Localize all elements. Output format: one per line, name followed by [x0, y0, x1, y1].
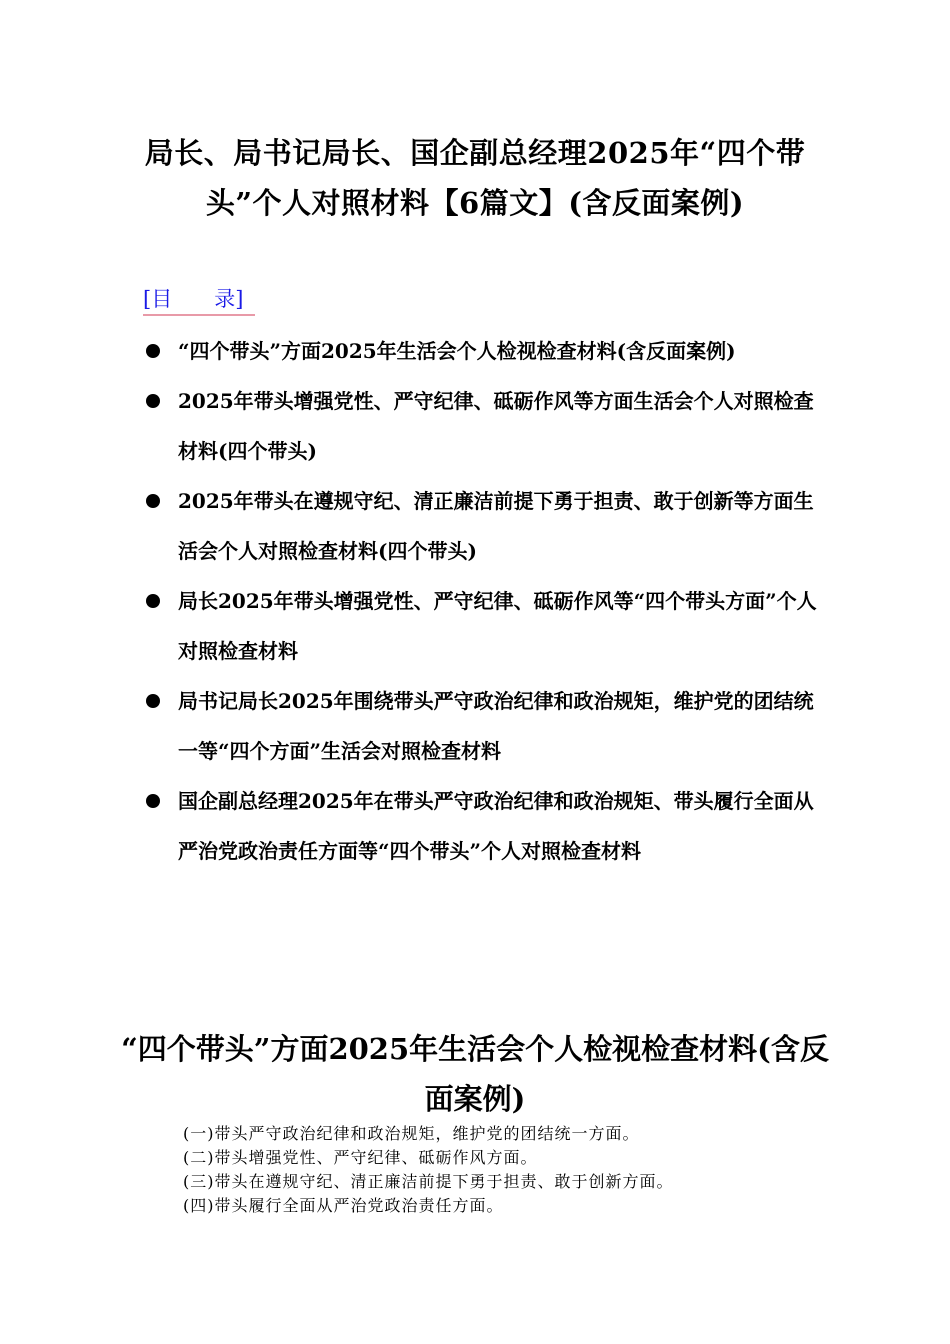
toc-item-text: 局书记局长2025年围绕带头严守政治纪律和政治规矩，维护党的团结统一等“四个方面”生活会对照检查材料 — [178, 689, 814, 763]
bullet-icon — [146, 494, 160, 508]
toc-heading-link[interactable]: [目 录] — [143, 284, 255, 316]
bullet-icon — [146, 794, 160, 808]
toc-item-text: 2025年带头增强党性、严守纪律、砥砺作风等方面生活会个人对照检查材料(四个带头) — [178, 389, 814, 463]
toc-item-text: “四个带头”方面2025年生活会个人检视检查材料(含反面案例) — [178, 339, 736, 363]
bullet-icon — [146, 344, 160, 358]
bullet-icon — [146, 694, 160, 708]
section-point: (二)带头增强党性、严守纪律、砥砺作风方面。 — [183, 1148, 538, 1167]
section-title: “四个带头”方面2025年生活会个人检视检查材料(含反面案例) — [121, 1032, 829, 1116]
section-point: (三)带头在遵规守纪、清正廉洁前提下勇于担责、敢于创新方面。 — [183, 1172, 674, 1191]
toc-item[interactable] — [140, 376, 820, 476]
bullet-icon — [146, 594, 160, 608]
toc-item[interactable] — [140, 326, 820, 376]
section-points-list — [183, 1122, 823, 1218]
toc-item[interactable] — [140, 476, 820, 576]
document-title: 局长、局书记局长、国企副总经理2025年“四个带头”个人对照材料【6篇文】(含反面案例) — [144, 136, 806, 220]
bullet-icon — [146, 394, 160, 408]
toc-item-text: 局长2025年带头增强党性、严守纪律、砥砺作风等“四个带头方面”个人对照检查材料 — [178, 589, 817, 663]
toc-item-text: 2025年带头在遵规守纪、清正廉洁前提下勇于担责、敢于创新等方面生活会个人对照检查材料(四个带头) — [178, 489, 814, 563]
toc-list — [140, 326, 820, 876]
section-point: (一)带头严守政治纪律和政治规矩，维护党的团结统一方面。 — [183, 1124, 640, 1143]
section-point: (四)带头履行全面从严治党政治责任方面。 — [183, 1196, 504, 1215]
toc-item-text: 国企副总经理2025年在带头严守政治纪律和政治规矩、带头履行全面从严治党政治责任方面等“四个带头”个人对照检查材料 — [178, 789, 814, 863]
toc-item[interactable] — [140, 776, 820, 876]
toc-item[interactable] — [140, 676, 820, 776]
toc-item[interactable] — [140, 576, 820, 676]
